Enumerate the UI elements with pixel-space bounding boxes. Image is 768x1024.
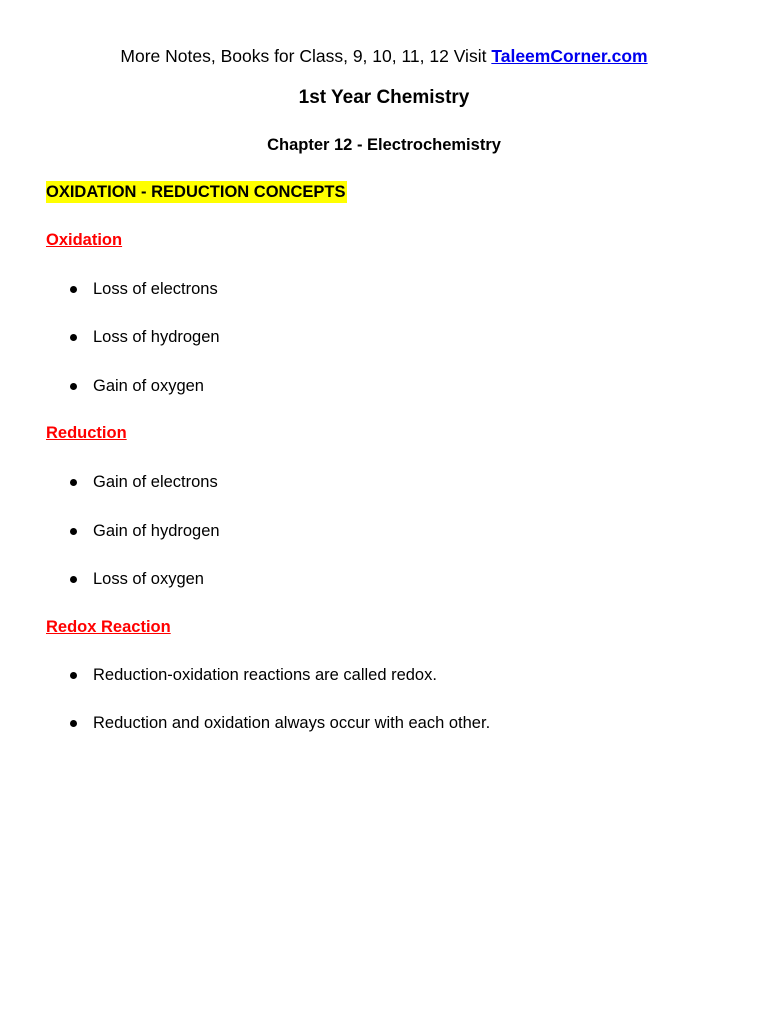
topic-heading: OXIDATION - REDUCTION CONCEPTS [46, 183, 346, 201]
taleemcorner-link[interactable]: TaleemCorner.com [491, 46, 648, 66]
list-item-text: Gain of electrons [93, 473, 218, 491]
list-item [70, 375, 204, 397]
bullet-icon [70, 672, 77, 679]
list-item-text: Reduction and oxidation always occur with each other. [93, 714, 491, 732]
list-item [70, 520, 220, 542]
list-item [70, 326, 220, 348]
section-heading-redox-reaction: Redox Reaction [46, 618, 171, 636]
list-item-text: Loss of hydrogen [93, 328, 220, 346]
bullet-icon [70, 576, 77, 583]
header-promo-line [0, 44, 768, 68]
list-item-text: Gain of oxygen [93, 377, 204, 395]
list-item [70, 568, 204, 590]
header-promo-text: More Notes, Books for Class, 9, 10, 11, 12 Visit [120, 46, 487, 66]
list-item-text: Gain of hydrogen [93, 522, 220, 540]
list-item [70, 664, 437, 686]
bullet-icon [70, 479, 77, 486]
list-item [70, 278, 218, 300]
bullet-icon [70, 334, 77, 341]
bullet-icon [70, 286, 77, 293]
list-item-text: Loss of electrons [93, 280, 218, 298]
chapter-title: Chapter 12 - Electrochemistry [267, 136, 501, 154]
list-item-text: Loss of oxygen [93, 570, 204, 588]
bullet-icon [70, 528, 77, 535]
list-item-text: Reduction-oxidation reactions are called redox. [93, 666, 437, 684]
document-title: 1st Year Chemistry [298, 87, 470, 108]
bullet-icon [70, 383, 77, 390]
list-item [70, 471, 218, 493]
section-heading-reduction: Reduction [46, 424, 127, 442]
list-item [70, 712, 490, 734]
bullet-icon [70, 720, 77, 727]
section-heading-oxidation: Oxidation [46, 231, 123, 249]
